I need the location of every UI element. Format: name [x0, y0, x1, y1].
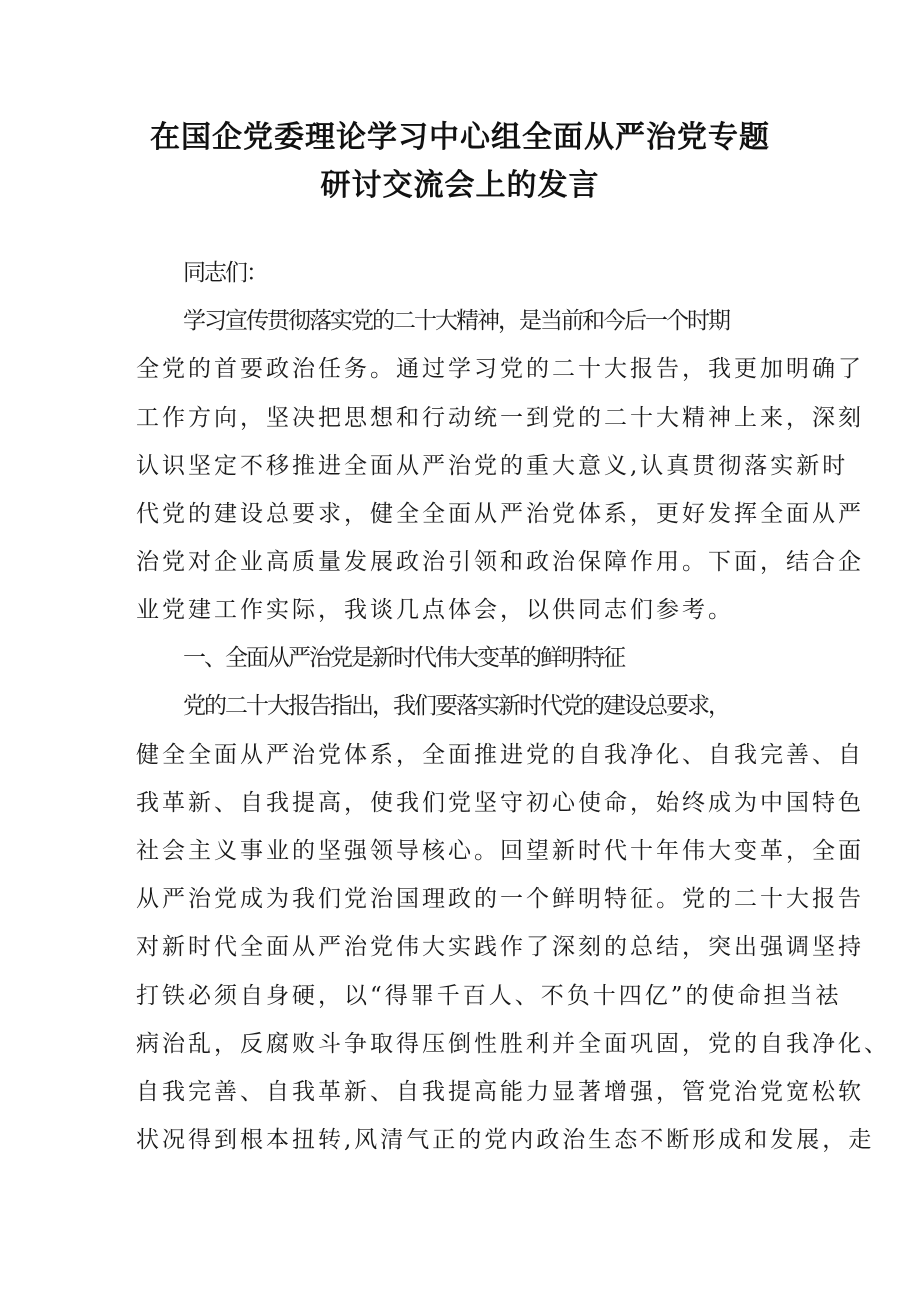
- paragraph-line: 认识坚定不移推进全面从严治党的重大意义,认真贯彻落实新时: [136, 453, 849, 479]
- paragraph-line: 对新时代全面从严治党伟大实践作了深刻的总结，突出强调坚持: [136, 934, 864, 960]
- salutation: 同志们：: [183, 260, 267, 286]
- paragraph-line: 工作方向，坚决把思想和行动统一到党的二十大精神上来，深刻: [136, 405, 864, 431]
- paragraph-line: 我革新、自我提高，使我们党坚守初心使命，始终成为中国特色: [136, 790, 864, 816]
- paragraph-line: 全党的首要政治任务。通过学习党的二十大报告，我更加明确了: [136, 356, 864, 382]
- paragraph-line: 治党对企业高质量发展政治引领和政治保障作用。下面，结合企: [136, 549, 864, 575]
- paragraph-line: 党的二十大报告指出，我们要落实新时代党的建设总要求，: [183, 693, 729, 719]
- paragraph-line: 学习宣传贯彻落实党的二十大精神，是当前和今后一个时期: [183, 308, 729, 334]
- paragraph-line: 打铁必须自身硬，以“得罪千百人、不负十四亿”的使命担当祛: [136, 983, 842, 1009]
- paragraph-line: 病治乱，反腐败斗争取得压倒性胜利并全面巩固，党的自我净化、: [136, 1031, 890, 1057]
- document-title-line-2: 研讨交流会上的发言: [320, 168, 600, 203]
- paragraph-line: 代党的建设总要求，健全全面从严治党体系，更好发挥全面从严: [136, 501, 864, 527]
- paragraph-line: 社会主义事业的坚强领导核心。回望新时代十年伟大变革，全面: [136, 838, 864, 864]
- section-heading: 一、全面从严治党是新时代伟大变革的鲜明特征: [183, 645, 624, 671]
- document-title-line-1: 在国企党委理论学习中心组全面从严治党专题: [150, 120, 770, 155]
- paragraph-line: 健全全面从严治党体系，全面推进党的自我净化、自我完善、自: [136, 742, 864, 768]
- paragraph-line: 自我完善、自我革新、自我提高能力显著增强，管党治党宽松软: [136, 1079, 864, 1105]
- paragraph-line: 从严治党成为我们党治国理政的一个鲜明特征。党的二十大报告: [136, 886, 864, 912]
- paragraph-line: 业党建工作实际，我谈几点体会，以供同志们参考。: [136, 597, 734, 623]
- paragraph-line: 状况得到根本扭转,风清气正的党内政治生态不断形成和发展，走: [136, 1127, 875, 1153]
